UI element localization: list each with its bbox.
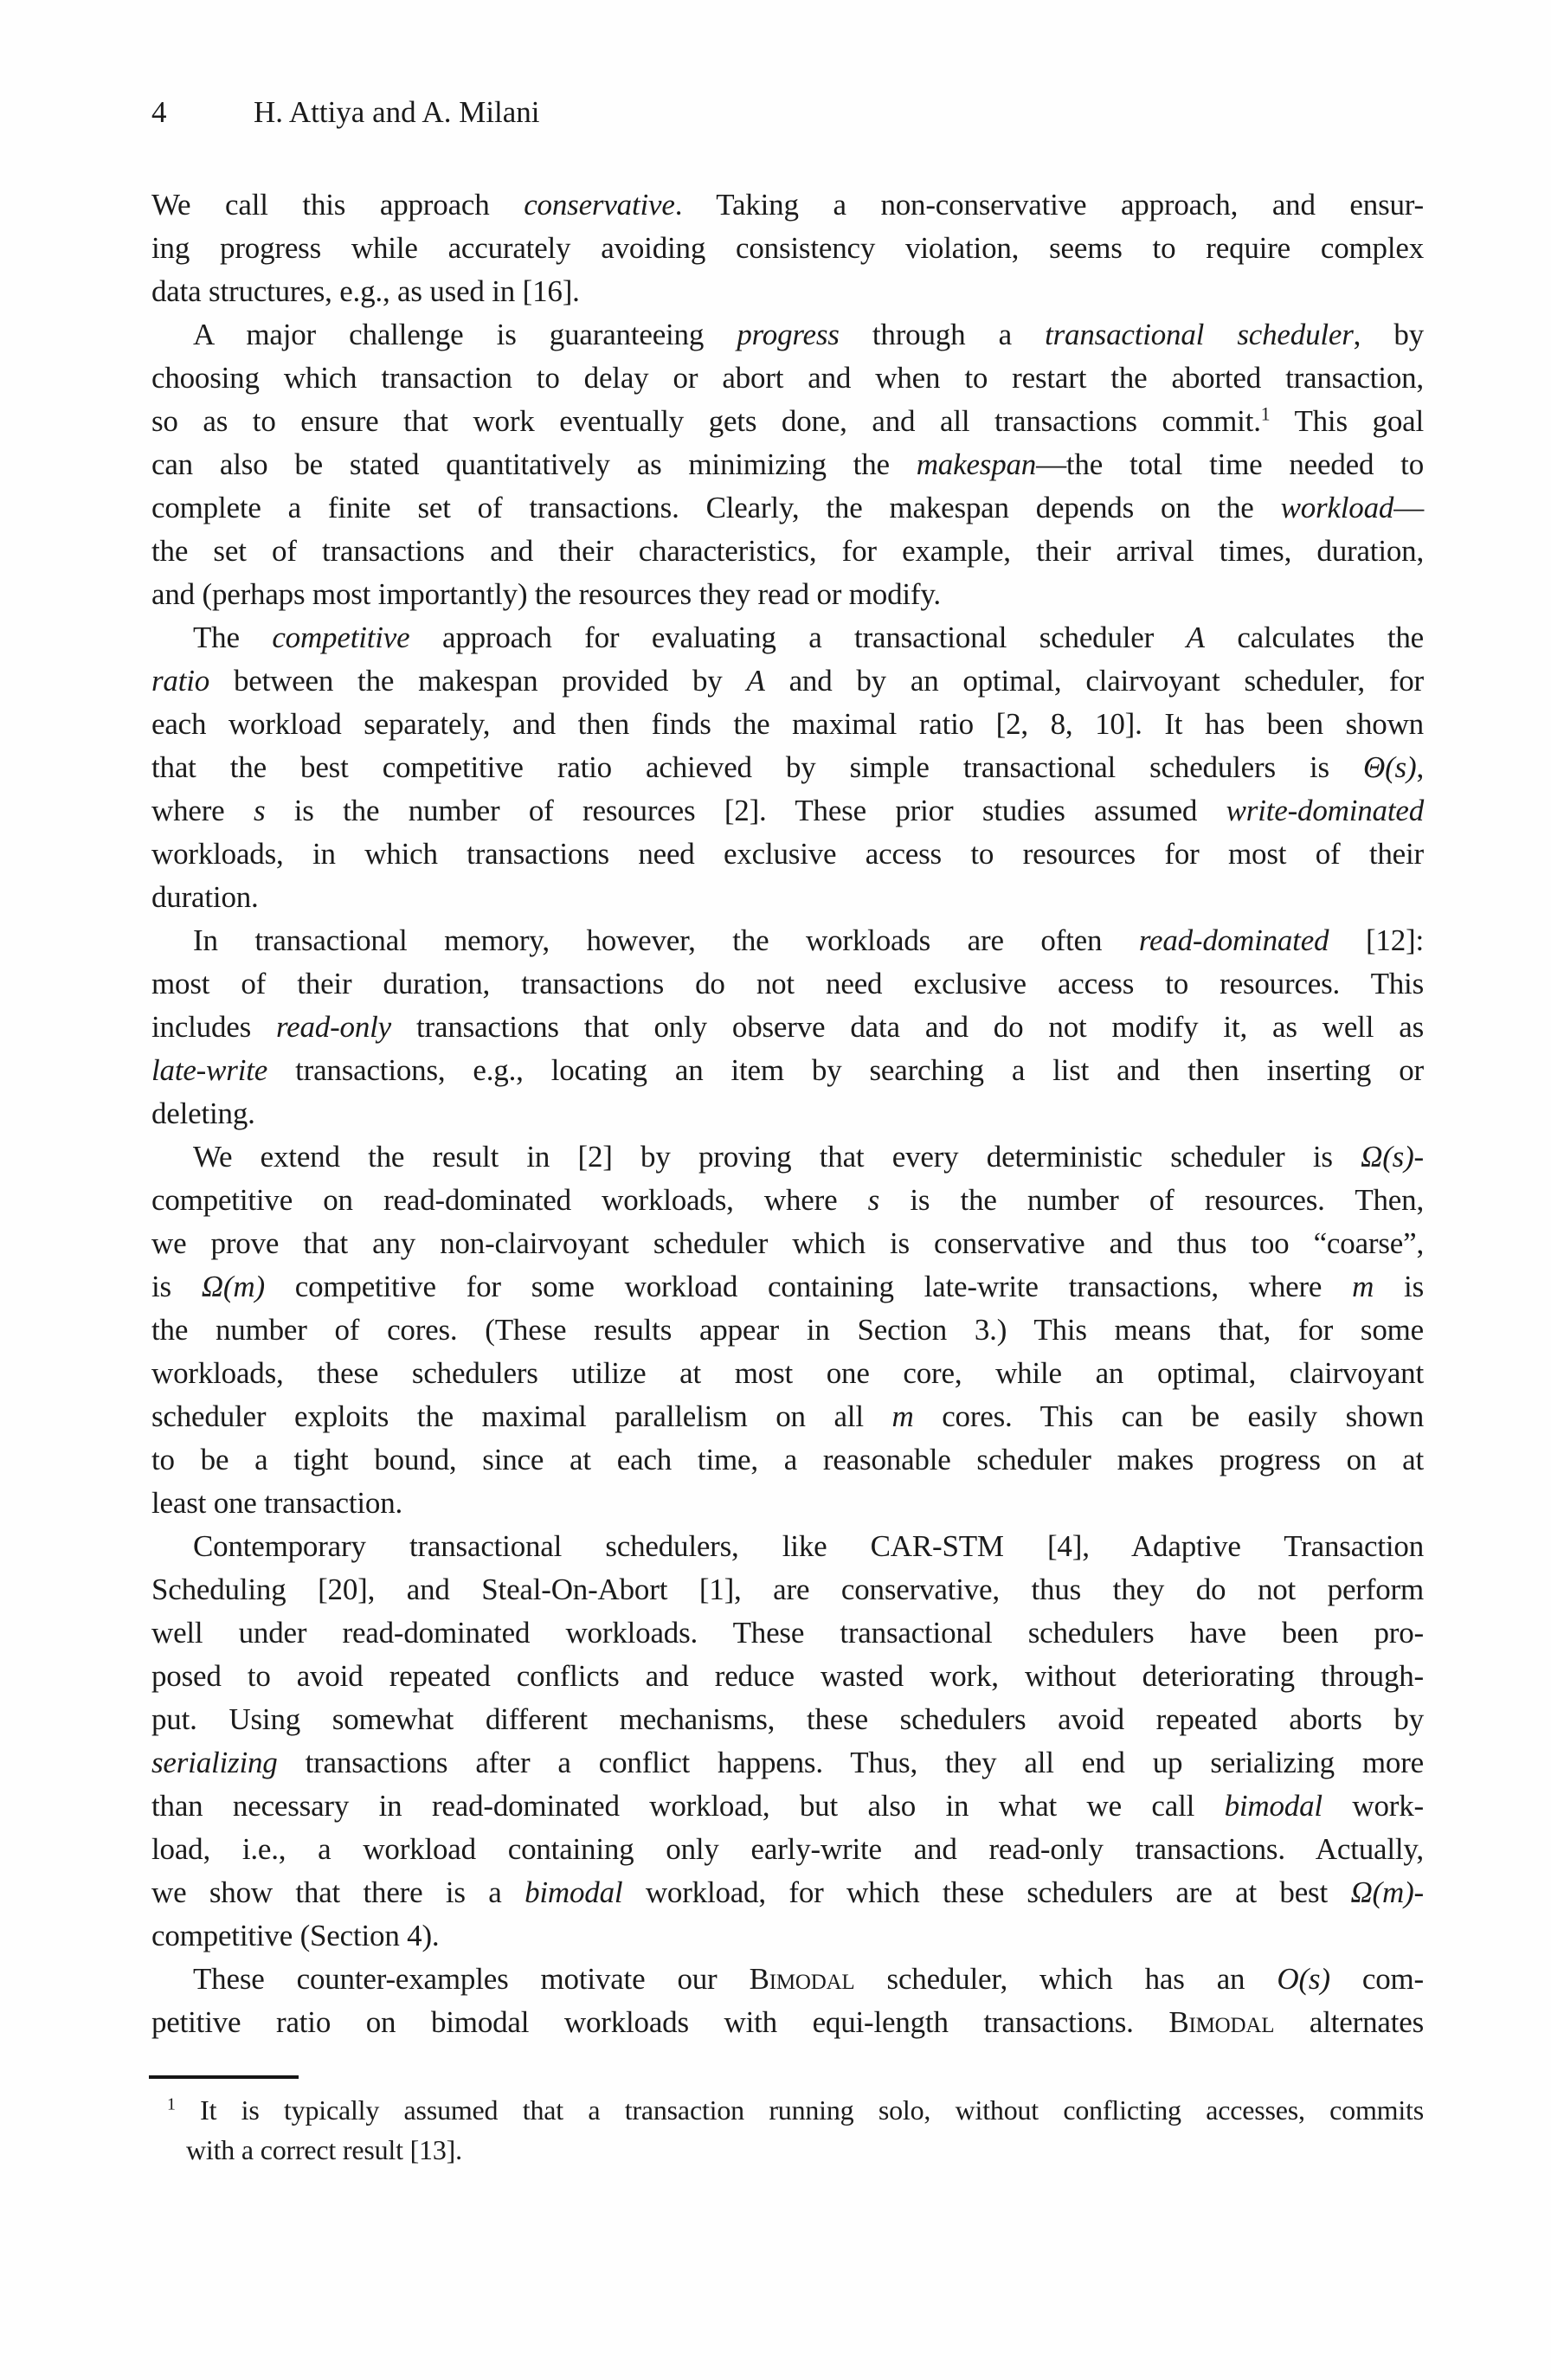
text-line: well under read-dominated workloads. These transactional schedulers have been pro- bbox=[151, 1616, 1424, 1650]
text-line: the set of transactions and their characteristics, for example, their arrival times, duration, bbox=[151, 534, 1424, 568]
styled-text: late-write bbox=[151, 1053, 268, 1087]
styled-text: read-only bbox=[276, 1010, 392, 1044]
text-line: we show that there is a bimodal workload, for which these schedulers are at best Ω(m)- bbox=[151, 1875, 1425, 1909]
text-line: serializing transactions after a conflict happens. Thus, they all end up serializing more bbox=[151, 1746, 1424, 1779]
page-number: 4 bbox=[151, 95, 167, 129]
page-header bbox=[151, 91, 1424, 134]
text-line: We extend the result in [2] by proving that every deterministic scheduler is Ω(s)- bbox=[193, 1140, 1424, 1174]
text-line: ing progress while accurately avoiding consistency violation, seems to require complex bbox=[151, 231, 1424, 265]
styled-text: serializing bbox=[151, 1746, 278, 1779]
styled-text: bimodal bbox=[1224, 1789, 1323, 1823]
text-line: least one transaction. bbox=[151, 1486, 403, 1520]
text-line: Contemporary transactional schedulers, like CAR-STM [4], Adaptive Transaction bbox=[193, 1529, 1424, 1563]
text-line: than necessary in read-dominated workload, but also in what we call bimodal work- bbox=[151, 1789, 1424, 1823]
text-line: put. Using somewhat different mechanisms, these schedulers avoid repeated aborts by bbox=[151, 1702, 1424, 1736]
styled-text: Bimodal bbox=[749, 1962, 855, 1996]
styled-text: m bbox=[891, 1399, 914, 1433]
styled-text: Ω(s) bbox=[1361, 1140, 1414, 1174]
text-line: competitive (Section 4). bbox=[151, 1919, 440, 1952]
text-line: and (perhaps most importantly) the resources they read or modify. bbox=[151, 577, 941, 611]
text-line: each workload separately, and then finds the maximal ratio [2, 8, 10]. It has been shown bbox=[151, 707, 1424, 741]
text-line: that the best competitive ratio achieved by simple transactional schedulers is Θ(s), bbox=[151, 750, 1424, 784]
footnote-marker: 1 bbox=[1260, 403, 1271, 425]
styled-text: s bbox=[867, 1183, 880, 1217]
styled-text: workload bbox=[1280, 491, 1394, 524]
text-line: scheduler exploits the maximal parallelism on all m cores. This can be easily shown bbox=[151, 1399, 1424, 1433]
text-line: is Ω(m) competitive for some workload containing late-write transactions, where m is bbox=[151, 1270, 1424, 1303]
styled-text: A bbox=[1186, 621, 1205, 654]
styled-text: Θ(s) bbox=[1363, 750, 1417, 784]
text-line: posed to avoid repeated conflicts and reduce wasted work, without deteriorating through- bbox=[151, 1659, 1424, 1693]
text-line: we prove that any non-clairvoyant scheduler which is conservative and thus too “coarse”, bbox=[151, 1226, 1424, 1260]
body-text bbox=[151, 183, 1424, 2044]
text-line: to be a tight bound, since at each time, a reasonable scheduler makes progress on at bbox=[151, 1443, 1424, 1476]
styled-text: progress bbox=[737, 318, 840, 351]
text-line: most of their duration, transactions do not need exclusive access to resources. This bbox=[151, 967, 1424, 1000]
text-line: petitive ratio on bimodal workloads with equi-length transactions. Bimodal alternates bbox=[151, 2005, 1424, 2039]
footnote-marker: 1 bbox=[167, 2094, 176, 2114]
styled-text: Ω(m) bbox=[1350, 1875, 1414, 1909]
text-line: workloads, these schedulers utilize at most one core, while an optimal, clairvoyant bbox=[151, 1356, 1424, 1390]
styled-text: s bbox=[253, 794, 266, 827]
text-line: We call this approach conservative. Taking a non-conservative approach, and ensur- bbox=[151, 188, 1425, 222]
styled-text: Bimodal bbox=[1168, 2005, 1275, 2039]
styled-text: O(s) bbox=[1277, 1962, 1330, 1996]
text-line: $^1$ It is typically assumed that a transaction running solo, without conflicting accesses, commits bbox=[167, 2094, 1424, 2126]
text-line: data structures, e.g., as used in [16]. bbox=[151, 274, 580, 308]
text-line: These counter-examples motivate our Bimodal scheduler, which has an O(s) com- bbox=[193, 1962, 1424, 1996]
styled-text: read-dominated bbox=[1138, 923, 1329, 957]
styled-text: competitive bbox=[272, 621, 410, 654]
text-line: ratio between the makespan provided by A and by an optimal, clairvoyant scheduler, for bbox=[151, 664, 1424, 698]
text-line: includes read-only transactions that only observe data and do not modify it, as well as bbox=[151, 1010, 1424, 1044]
styled-text: m bbox=[1352, 1270, 1374, 1303]
text-line: can also be stated quantitatively as minimizing the makespan—the total time needed to bbox=[151, 447, 1424, 481]
text-line: duration. bbox=[151, 880, 259, 914]
text-line: workloads, in which transactions need exclusive access to resources for most of their bbox=[151, 837, 1424, 871]
text-line: choosing which transaction to delay or abort and when to restart the aborted transaction, bbox=[151, 361, 1424, 395]
text-line: Scheduling [20], and Steal-On-Abort [1], are conservative, thus they do not perform bbox=[151, 1573, 1424, 1606]
text-line: The competitive approach for evaluating a transactional scheduler A calculates the bbox=[193, 621, 1424, 654]
styled-text: transactional scheduler bbox=[1045, 318, 1354, 351]
text-line: complete a finite set of transactions. Clearly, the makespan depends on the workload— bbox=[151, 491, 1424, 524]
running-title: H. Attiya and A. Milani bbox=[254, 95, 540, 129]
text-line: with a correct result [13]. bbox=[186, 2134, 462, 2165]
text-line: the number of cores. (These results appear in Section 3.) This means that, for some bbox=[151, 1313, 1424, 1347]
footnote-rule bbox=[149, 2075, 299, 2079]
styled-text: bimodal bbox=[525, 1875, 623, 1909]
text-line: where s is the number of resources [2]. These prior studies assumed write-dominated bbox=[151, 794, 1425, 827]
text-line: late-write transactions, e.g., locating an item by searching a list and then inserting or bbox=[151, 1053, 1424, 1087]
styled-text: conservative bbox=[524, 188, 675, 222]
styled-text: makespan bbox=[916, 447, 1037, 481]
styled-text: ratio bbox=[151, 664, 210, 698]
styled-text: A bbox=[746, 664, 765, 698]
text-line: In transactional memory, however, the workloads are often read-dominated [12]: bbox=[193, 923, 1424, 957]
text-line: so as to ensure that work eventually gets done, and all transactions commit.$^1$ This goal bbox=[151, 403, 1425, 438]
styled-text: write-dominated bbox=[1226, 794, 1425, 827]
text-line: A major challenge is guaranteeing progress through a transactional scheduler, by bbox=[193, 318, 1425, 351]
text-line: load, i.e., a workload containing only early-write and read-only transactions. Actually, bbox=[151, 1832, 1424, 1866]
styled-text: Ω(m) bbox=[201, 1270, 265, 1303]
text-line: deleting. bbox=[151, 1097, 255, 1130]
footnote bbox=[151, 2090, 1424, 2170]
text-line: competitive on read-dominated workloads, where s is the number of resources. Then, bbox=[151, 1183, 1424, 1217]
